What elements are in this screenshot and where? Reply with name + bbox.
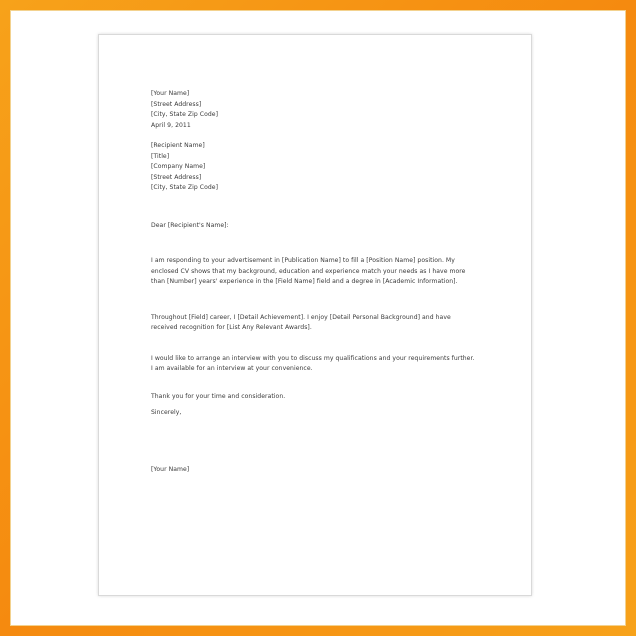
- salutation: Dear [Recipient's Name]:: [151, 221, 229, 229]
- spacer: [151, 334, 491, 354]
- spacer: [151, 288, 491, 313]
- body-paragraph-1-line-3: than [Number] years' experience in the [Field Name] field and a degree in [Academic Information].: [151, 278, 458, 285]
- sender-name: [Your Name]: [151, 90, 190, 97]
- thanks-line: Thank you for your time and consideration.: [151, 392, 286, 400]
- closing: Sincerely,: [151, 409, 182, 416]
- body-paragraph-2-line-2: received recognition for [List Any Relevant Awards].: [151, 324, 312, 331]
- body-paragraph-1-line-2: enclosed CV shows that my background, education and experience match your needs as I have more: [151, 267, 466, 275]
- letter-date: April 9, 2011: [151, 121, 191, 129]
- recipient-city: [City, State Zip Code]: [151, 184, 219, 191]
- cover-letter: [151, 89, 491, 475]
- body-paragraph-2-line-1: Throughout [Field] career, I [Detail Achievement]. I enjoy [Detail Personal Background] and have: [151, 313, 451, 321]
- recipient-name: [Recipient Name]: [151, 142, 205, 149]
- spacer: [151, 194, 491, 221]
- body-paragraph-3-line-1: I would like to arrange an interview with you to discuss my qualifications and your requirements further.: [151, 354, 475, 362]
- spacer: [151, 375, 491, 392]
- sender-street: [Street Address]: [151, 100, 202, 108]
- spacer: [151, 231, 491, 256]
- recipient-title: [Title]: [151, 152, 170, 160]
- body-paragraph-1-line-1: I am responding to your advertisement in [Publication Name] to fill a [Position Name] position. My: [151, 257, 455, 264]
- spacer: [151, 131, 491, 141]
- spacer: [151, 419, 491, 465]
- body-paragraph-3-line-2: I am available for an interview at your convenience.: [151, 365, 313, 372]
- recipient-company: [Company Name]: [151, 163, 206, 170]
- recipient-street: [Street Address]: [151, 173, 202, 181]
- letter-page: [98, 34, 532, 596]
- signature-name: [Your Name]: [151, 465, 190, 473]
- sender-city: [City, State Zip Code]: [151, 111, 219, 118]
